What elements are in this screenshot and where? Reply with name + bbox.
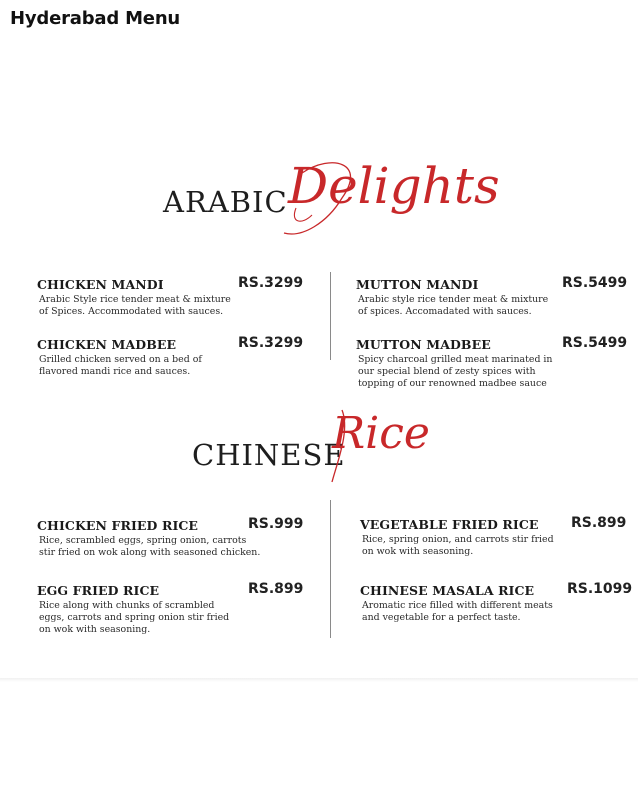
- arabic-section-heading: [160, 155, 510, 245]
- item-price: RS.3299: [238, 335, 304, 351]
- heading-script-text: Delights: [288, 157, 500, 215]
- script-flourish-icon: [320, 400, 380, 490]
- heading-plain-text: ARABIC: [163, 185, 288, 219]
- item-description: Rice, spring onion, and carrots stir fried on wok with seasoning.: [362, 534, 554, 557]
- item-name: CHINESE MASALA RICE: [360, 583, 535, 598]
- chinese-section-heading: [190, 400, 460, 490]
- item-price: RS.5499: [562, 275, 628, 291]
- card-edge: [0, 678, 638, 682]
- column-divider: [330, 272, 331, 360]
- script-flourish-icon: [272, 153, 392, 248]
- item-price: RS.899: [248, 581, 304, 597]
- item-description: Aromatic rice filled with different meats and vegetable for a perfect taste.: [362, 600, 553, 623]
- item-description: Spicy charcoal grilled meat marinated in our special blend of zesty spices with topping of our renowned madbee sauce: [358, 354, 553, 389]
- item-name: CHICKEN MADBEE: [37, 337, 177, 352]
- item-name: VEGETABLE FRIED RICE: [360, 517, 539, 532]
- item-description: Arabic style rice tender meat & mixture of spices. Accomadated with sauces.: [358, 294, 549, 317]
- item-description: Rice along with chunks of scrambled eggs, carrots and spring onion stir fried on wok with seasoning.: [39, 600, 230, 635]
- item-name: CHICKEN FRIED RICE: [37, 518, 199, 533]
- item-name: EGG FRIED RICE: [37, 583, 160, 598]
- column-divider: [330, 500, 331, 638]
- item-name: MUTTON MADBEE: [356, 337, 491, 352]
- item-name: CHICKEN MANDI: [37, 277, 164, 292]
- item-price: RS.3299: [238, 275, 304, 291]
- item-description: Arabic Style rice tender meat & mixture of Spices. Accommodated with sauces.: [39, 294, 231, 317]
- item-description: Grilled chicken served on a bed of flavored mandi rice and sauces.: [39, 354, 202, 377]
- item-price: RS.899: [571, 515, 627, 531]
- item-description: Rice, scrambled eggs, spring onion, carrots stir fried on wok along with seasoned chicken.: [39, 535, 261, 558]
- item-price: RS.1099: [567, 581, 633, 597]
- item-name: MUTTON MANDI: [356, 277, 479, 292]
- item-price: RS.999: [248, 516, 304, 532]
- item-price: RS.5499: [562, 335, 628, 351]
- page-title: Hyderabad Menu: [10, 8, 181, 29]
- heading-plain-text: CHINESE: [192, 438, 346, 472]
- heading-script-text: Rice: [332, 408, 430, 459]
